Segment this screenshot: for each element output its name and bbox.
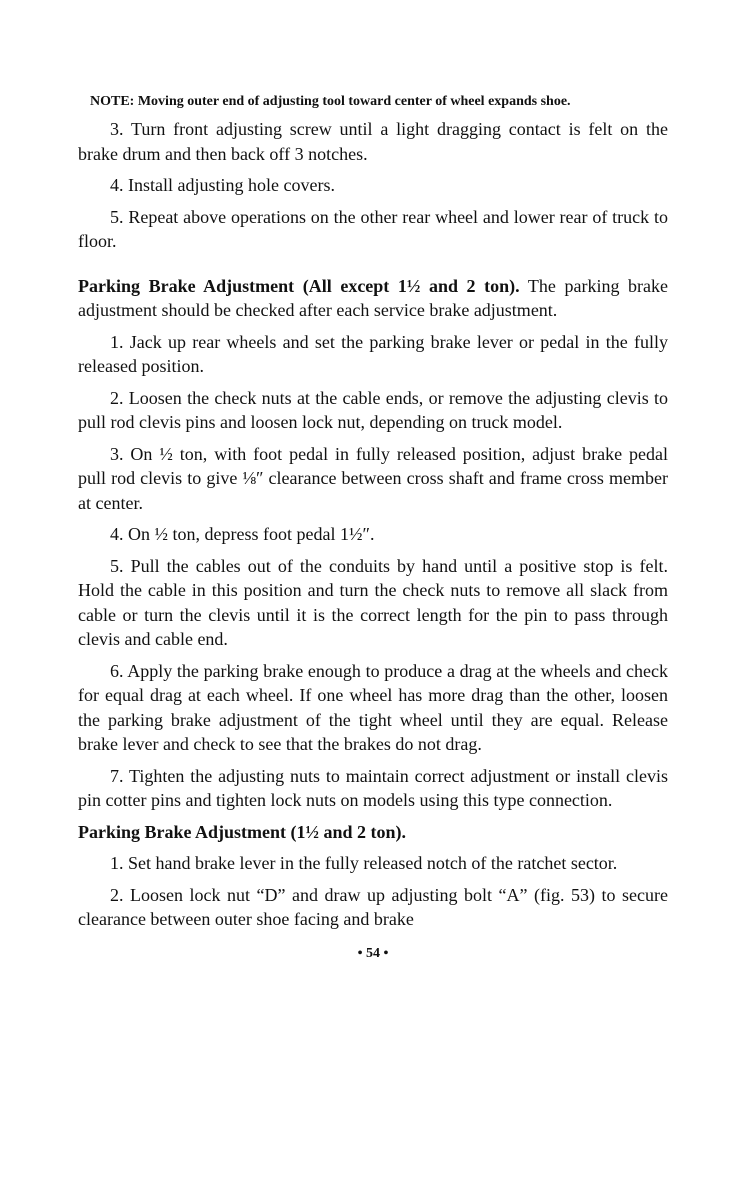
s1-step-5: 5. Pull the cables out of the conduits by hand until a positive stop is felt. Hold the cable in this position and turn the check nuts to remove all slack from cable or turn the clevis until it is the correct length for the pin to pass through clevis and cable end. (78, 555, 668, 649)
s2-step-1: 1. Set hand brake lever in the fully released notch of the ratchet sector. (110, 853, 618, 873)
s2-step-2: 2. Loosen lock nut “D” and draw up adjusting bolt “A” (fig. 53) to secure clearance between outer shoe facing and brake (78, 884, 668, 929)
note: NOTE: Moving outer end of adjusting tool toward center of wheel expands shoe. (90, 94, 571, 109)
step-4: 4. Install adjusting hole covers. (110, 175, 335, 195)
step-3: 3. Turn front adjusting screw until a light dragging contact is felt on the brake drum and then back off 3 notches. (78, 119, 668, 164)
s1-step-7: 7. Tighten the adjusting nuts to maintain correct adjustment or install clevis pin cotter pins and tighten lock nuts on models using this type connection. (78, 765, 668, 810)
section-1-intro (78, 274, 668, 323)
section-1-intro-text: The parking brake adjustment should be checked after each service brake adjustment. (78, 275, 668, 320)
s1-step-6: 6. Apply the parking brake enough to produce a drag at the wheels and check for equal drag at each wheel. If one wheel has more drag than the other, loosen the parking brake adjustment of the tight wheel until they are equal. Release brake lever and check to see that the brakes do not drag. (78, 660, 668, 754)
s1-step-1: 1. Jack up rear wheels and set the parking brake lever or pedal in the fully released position. (78, 331, 668, 376)
page-number: • 54 • (357, 945, 389, 961)
step-5: 5. Repeat above operations on the other rear wheel and lower rear of truck to floor. (78, 206, 668, 251)
section-1-heading: Parking Brake Adjustment (All except 1½ and 2 ton). (78, 275, 520, 296)
s1-step-2: 2. Loosen the check nuts at the cable ends, or remove the adjusting clevis to pull rod clevis pins and loosen lock nut, depending on truck model. (78, 387, 668, 432)
s1-step-3: 3. On ½ ton, with foot pedal in fully released position, adjust brake pedal pull rod clevis to give ⅛″ clearance between cross shaft and frame cross member at center. (78, 443, 668, 513)
s1-step-4: 4. On ½ ton, depress foot pedal 1½″. (110, 524, 375, 544)
section-2-heading: Parking Brake Adjustment (1½ and 2 ton). (78, 821, 407, 842)
